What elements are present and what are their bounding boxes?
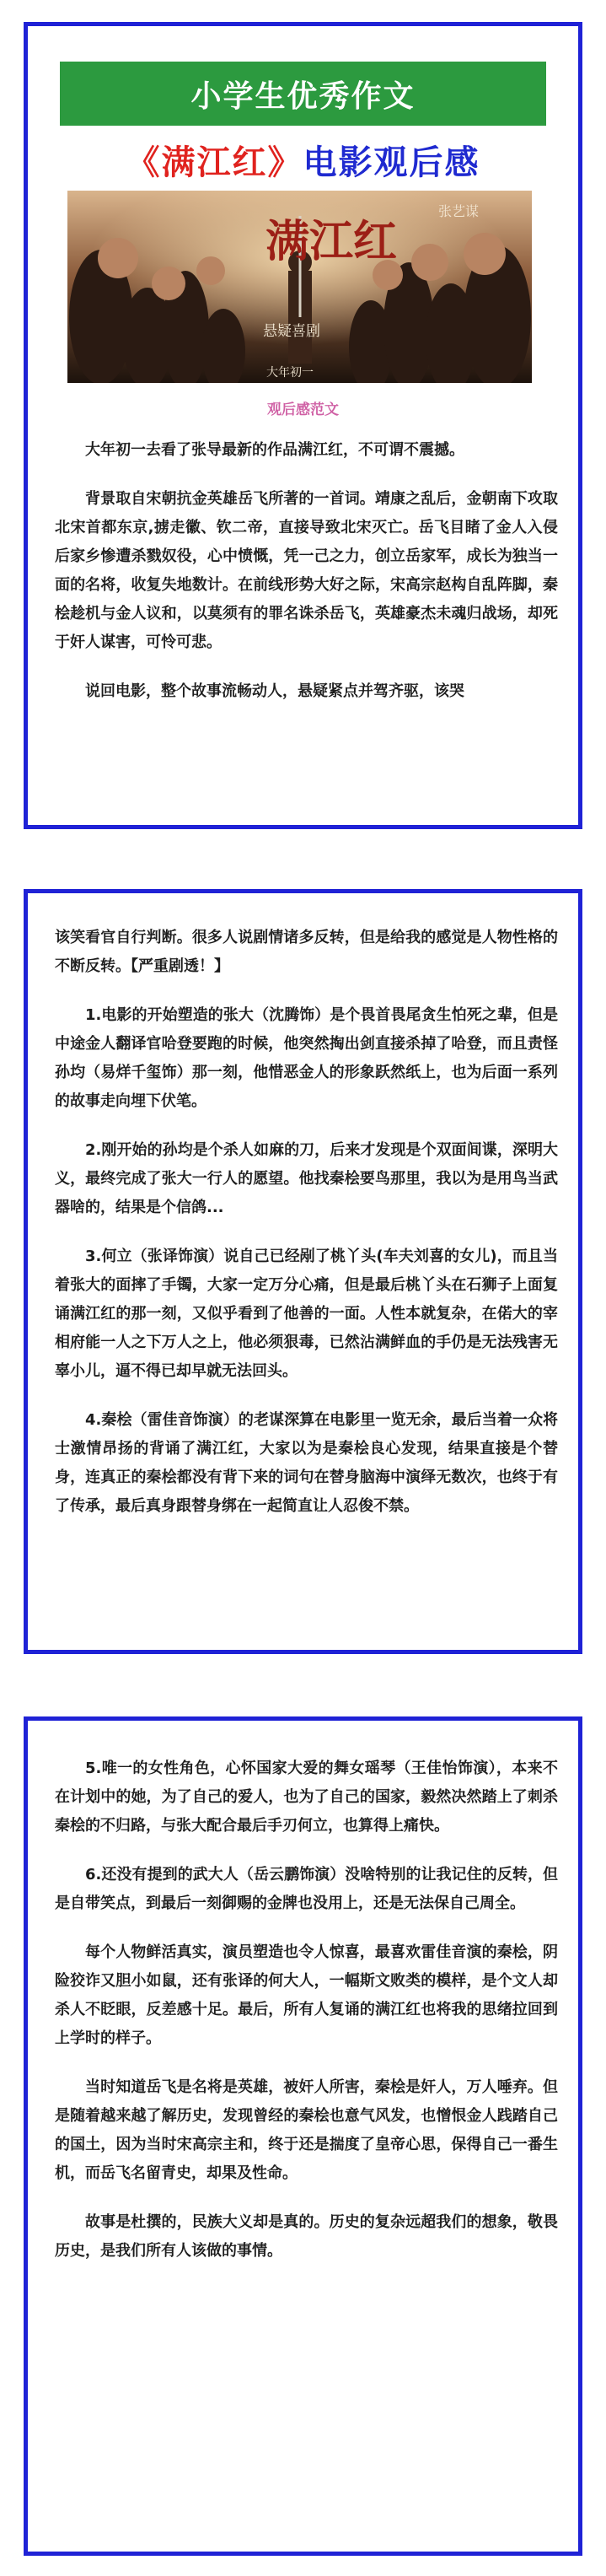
- movie-title-rest: 电影观后感: [303, 143, 480, 182]
- article-card-3: [24, 1716, 582, 2556]
- paragraph: 背景取自宋朝抗金英雄岳飞所著的一首词。靖康之乱后，金朝南下攻取北宋首都东京,掳走徽、钦二帝，直接导致北宋灭亡。岳飞目睹了金人入侵后家乡惨遭杀戮奴役，心中愤慨，凭一己之力，创立岳家军，成长为独当一面的名将，收复失地数计。在前线形势大好之际，宋高宗赵构自乱阵脚，秦桧趁机与金人议和，以莫须有的罪名诛杀岳飞，英雄豪杰未魂归战场，却死于奸人谋害，可怜可悲。: [55, 490, 558, 651]
- essay-text-part-2: [55, 924, 558, 1541]
- article-card-2: [24, 889, 582, 1654]
- paragraph: 该笑看官自行判断。很多人说剧情诸多反转，但是给我的感觉是人物性格的不断反转。【严重剧透！】: [55, 929, 558, 975]
- essay-text-part-1: [55, 436, 558, 726]
- poster-release: 大年初一: [266, 366, 314, 380]
- paragraph: 5.唯一的女性角色，心怀国家大爱的舞女瑶琴（王佳怡饰演），本来不在计划中的她，为了自己的爱人，也为了自己的国家，毅然决然踏上了刺杀秦桧的不归路，与张大配合最后手刃何立，也算得上痛快。: [55, 1760, 558, 1835]
- banner-title: 小学生优秀作文: [60, 62, 546, 126]
- article-card-1: [24, 22, 582, 829]
- poster-calligraphy: 满江红: [265, 216, 398, 267]
- movie-poster: [67, 191, 532, 383]
- paragraph: 4.秦桧（雷佳音饰演）的老谋深算在电影里一览无余，最后当着一众将士激情昂扬的背诵了满江红，大家以为是秦桧良心发现，结果直接是个替身，连真正的秦桧都没有背下来的词句在替身脑海中演绎无数次，也终于有了传承，最后真身跟替身绑在一起简直让人忍俊不禁。: [55, 1411, 558, 1515]
- movie-title: [28, 136, 578, 184]
- poster-name-tag: 张艺谋: [438, 203, 480, 219]
- movie-title-quote: 《满江红》: [126, 143, 303, 182]
- paragraph: 1.电影的开始塑造的张大（沈腾饰）是个畏首畏尾贪生怕死之辈，但是中途金人翻译官哈登要跑的时候，他突然掏出剑直接杀掉了哈登，而且责怪孙均（易烊千玺饰）那一刻，他惜恶金人的形象跃然纸上，也为后面一系列的故事走向埋下伏笔。: [55, 1006, 558, 1110]
- paragraph: 每个人物鲜活真实，演员塑造也令人惊喜，最喜欢雷佳音演的秦桧，阴险狡诈又胆小如鼠，还有张译的何大人，一幅斯文败类的模样，是个文人却杀人不眨眼，反差感十足。最后，所有人复诵的满江红也将我的思绪拉回到上学时的样子。: [55, 1943, 558, 2047]
- essay-text-part-3: [55, 1754, 558, 2286]
- paragraph: 故事是杜撰的，民族大义却是真的。历史的复杂远超我们的想象，敬畏历史，是我们所有人该做的事情。: [55, 2213, 558, 2260]
- paragraph: 3.何立（张译饰演）说自己已经剐了桃丫头(车夫刘喜的女儿)，而且当着张大的面摔了手镯，大家一定万分心痛，但是最后桃丫头在石狮子上面复诵满江红的那一刻，又似乎看到了他善的一面。人性本就复杂，在偌大的宰相府能一人之下万人之上，他必须狠毒，已然沾满鲜血的手仍是无法残害无辜小儿，逼不得已却早就无法回头。: [55, 1248, 558, 1380]
- paragraph: 6.还没有提到的武大人（岳云鹏饰演）没啥特别的让我记住的反转，但是自带笑点，到最后一刻御赐的金牌也没用上，还是无法保自己周全。: [55, 1866, 558, 1912]
- caption-sample-essay: 观后感范文: [267, 401, 339, 418]
- paragraph: 大年初一去看了张导最新的作品满江红，不可谓不震撼。: [85, 441, 464, 459]
- paragraph: 说回电影，整个故事流畅动人，悬疑紧点并驾齐驱，该哭: [85, 682, 464, 700]
- paragraph: 2.刚开始的孙均是个杀人如麻的刀，后来才发现是个双面间谍，深明大义，最终完成了张大一行人的愿望。他找秦桧要鸟那里，我以为是用鸟当武器啥的，结果是个信鸽...: [55, 1141, 558, 1216]
- paragraph: 当时知道岳飞是名将是英雄，被奸人所害，秦桧是奸人，万人唾弃。但是随着越来越了解历史，发现曾经的秦桧也意气风发，也憎恨金人践踏自己的国土，因为当时宋高宗主和，终于还是揣度了皇帝心思，保得自己一番生机，而岳飞名留青史，却果及性命。: [55, 2078, 558, 2182]
- poster-subtitle: 悬疑喜剧: [263, 323, 320, 340]
